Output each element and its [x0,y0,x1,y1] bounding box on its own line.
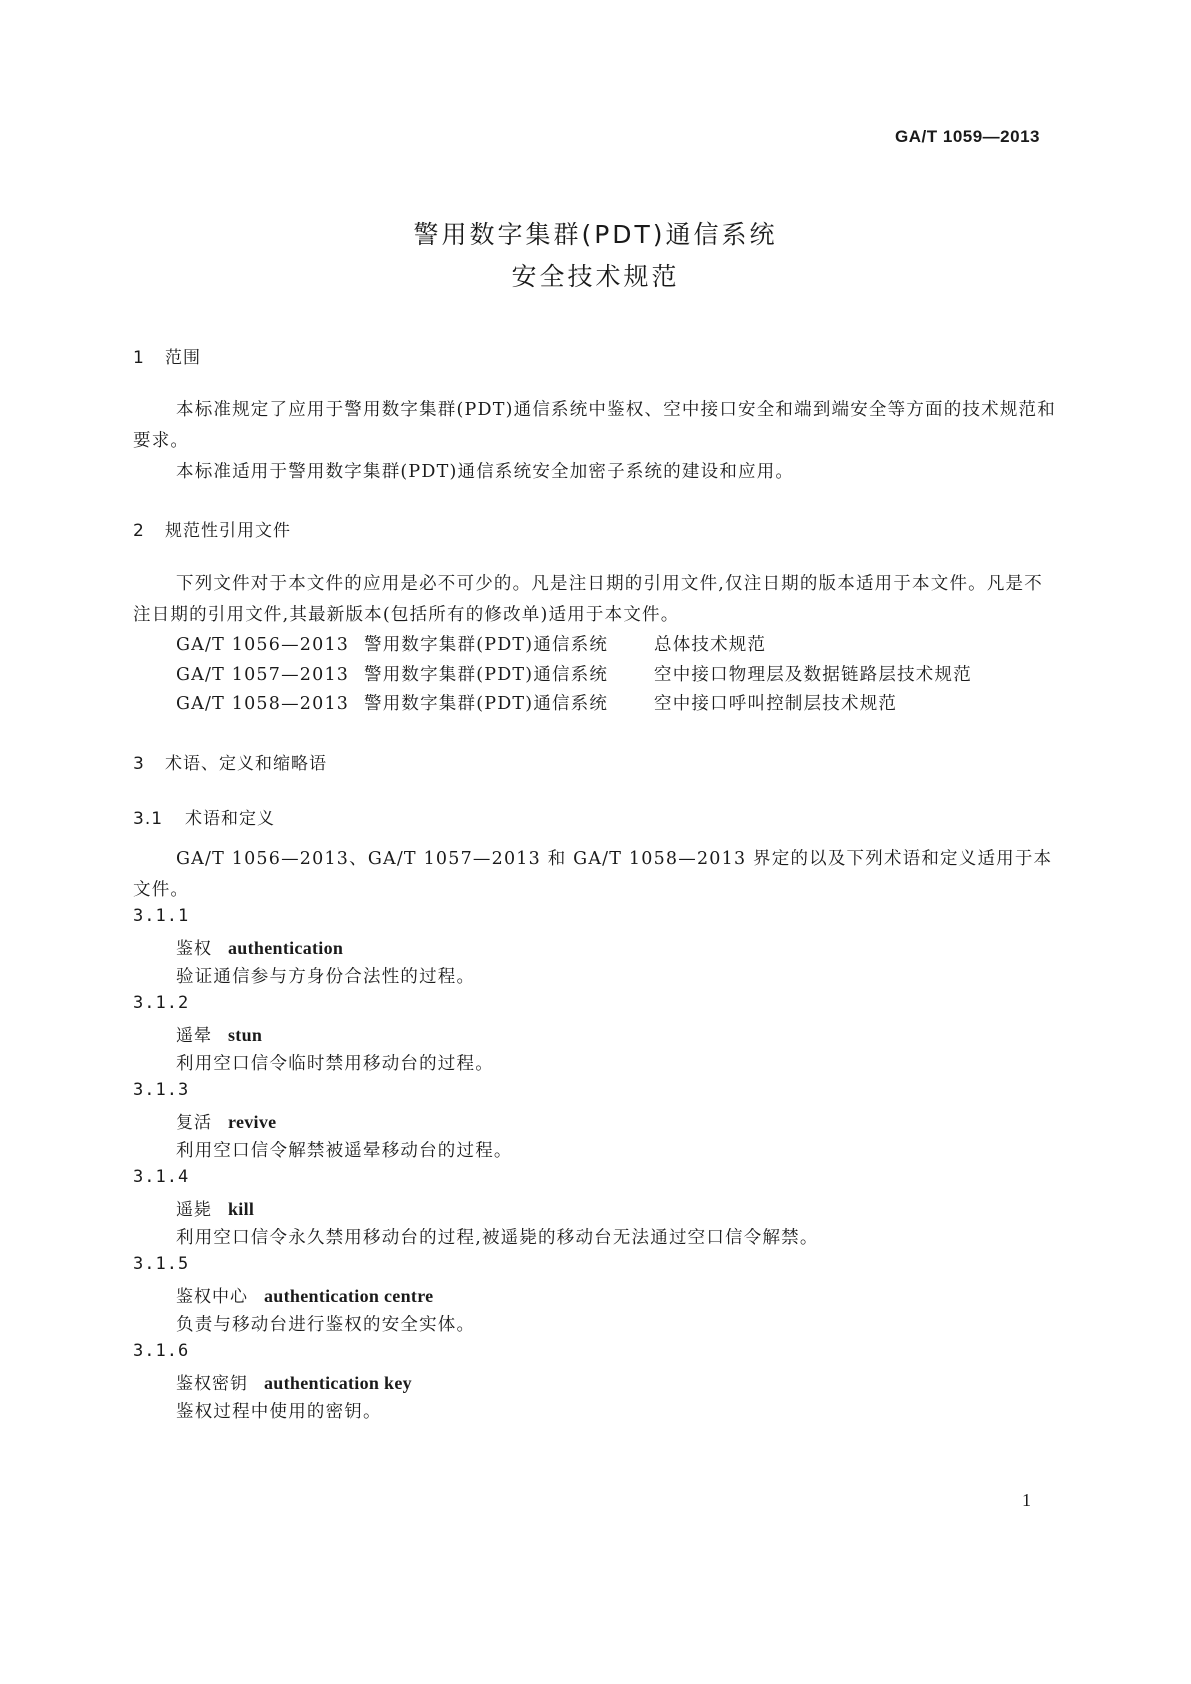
term-en: authentication [228,938,344,958]
term-heading [176,1282,433,1307]
reference-item [176,661,972,686]
term-heading [176,934,343,959]
term-heading [176,1195,254,1220]
reference-title: 空中接口呼叫控制层技术规范 [654,694,898,714]
term-heading [176,1108,276,1133]
reference-series: 警用数字集群(PDT)通信系统 [364,694,609,714]
section-3-heading [133,749,327,774]
term-heading [176,1369,412,1394]
section-3-1-intro [133,844,1058,906]
term-number: 3.1.2 [133,993,190,1013]
reference-series: 警用数字集群(PDT)通信系统 [364,635,609,655]
reference-series: 警用数字集群(PDT)通信系统 [364,665,609,685]
term-heading [176,1021,262,1046]
term-definition: 负责与移动台进行鉴权的安全实体。 [176,1315,476,1335]
paragraph: 本标准规定了应用于警用数字集群(PDT)通信系统中鉴权、空中接口安全和端到端安全等方面的技术规范和要求。 [133,400,1056,451]
term-definition: 鉴权过程中使用的密钥。 [176,1402,382,1422]
term-en: authentication key [264,1373,412,1393]
term-number: 3.1.3 [133,1080,190,1100]
section-number: 3 [133,754,145,774]
reference-title: 总体技术规范 [654,635,767,655]
reference-item [176,631,766,656]
reference-code: GA/T 1056—2013 [176,635,350,655]
term-definition: 验证通信参与方身份合法性的过程。 [176,967,476,987]
term-definition: 利用空口信令临时禁用移动台的过程。 [176,1054,494,1074]
standard-number: GA/T 1059—2013 [895,127,1040,146]
document-title-line-1: 警用数字集群(PDT)通信系统 [413,220,778,249]
paragraph: 本标准适用于警用数字集群(PDT)通信系统安全加密子系统的建设和应用。 [176,462,795,482]
term-en: authentication centre [264,1286,434,1306]
section-2-heading [133,516,291,541]
term-number: 3.1.5 [133,1254,190,1274]
term-definition: 利用空口信令解禁被遥晕移动台的过程。 [176,1141,513,1161]
term-en: stun [228,1025,263,1045]
term-zh: 复活 [176,1113,212,1133]
document-title-line-2: 安全技术规范 [511,262,680,291]
term-en: revive [228,1112,277,1132]
reference-code: GA/T 1058—2013 [176,694,350,714]
term-definition: 利用空口信令永久禁用移动台的过程,被遥毙的移动台无法通过空口信令解禁。 [176,1228,819,1248]
term-number: 3.1.6 [133,1341,190,1361]
section-title: 范围 [165,348,201,368]
reference-item [176,690,897,715]
reference-title: 空中接口物理层及数据链路层技术规范 [654,665,972,685]
section-number: 2 [133,521,145,541]
section-title: 规范性引用文件 [165,521,291,541]
paragraph: GA/T 1056—2013、GA/T 1057—2013 和 GA/T 1058—2013 界定的以及下列术语和定义适用于本文件。 [133,849,1053,900]
term-zh: 遥毙 [176,1200,212,1220]
section-title: 术语、定义和缩略语 [165,754,327,774]
page-number: 1 [1022,1490,1031,1510]
section-2-intro [133,569,1058,631]
section-1-body [133,395,1058,488]
term-zh: 遥晕 [176,1026,212,1046]
section-1-heading [133,343,201,368]
paragraph: 下列文件对于本文件的应用是必不可少的。凡是注日期的引用文件,仅注日期的版本适用于本文件。凡是不注日期的引用文件,其最新版本(包括所有的修改单)适用于本文件。 [133,574,1043,625]
term-zh: 鉴权密钥 [176,1374,248,1394]
section-number: 3.1 [133,809,164,829]
term-zh: 鉴权中心 [176,1287,248,1307]
reference-code: GA/T 1057—2013 [176,665,350,685]
section-number: 1 [133,348,145,368]
term-zh: 鉴权 [176,939,212,959]
section-title: 术语和定义 [185,809,275,829]
term-en: kill [228,1199,255,1219]
term-number: 3.1.4 [133,1167,190,1187]
section-3-1-heading [133,804,275,829]
term-number: 3.1.1 [133,906,190,926]
